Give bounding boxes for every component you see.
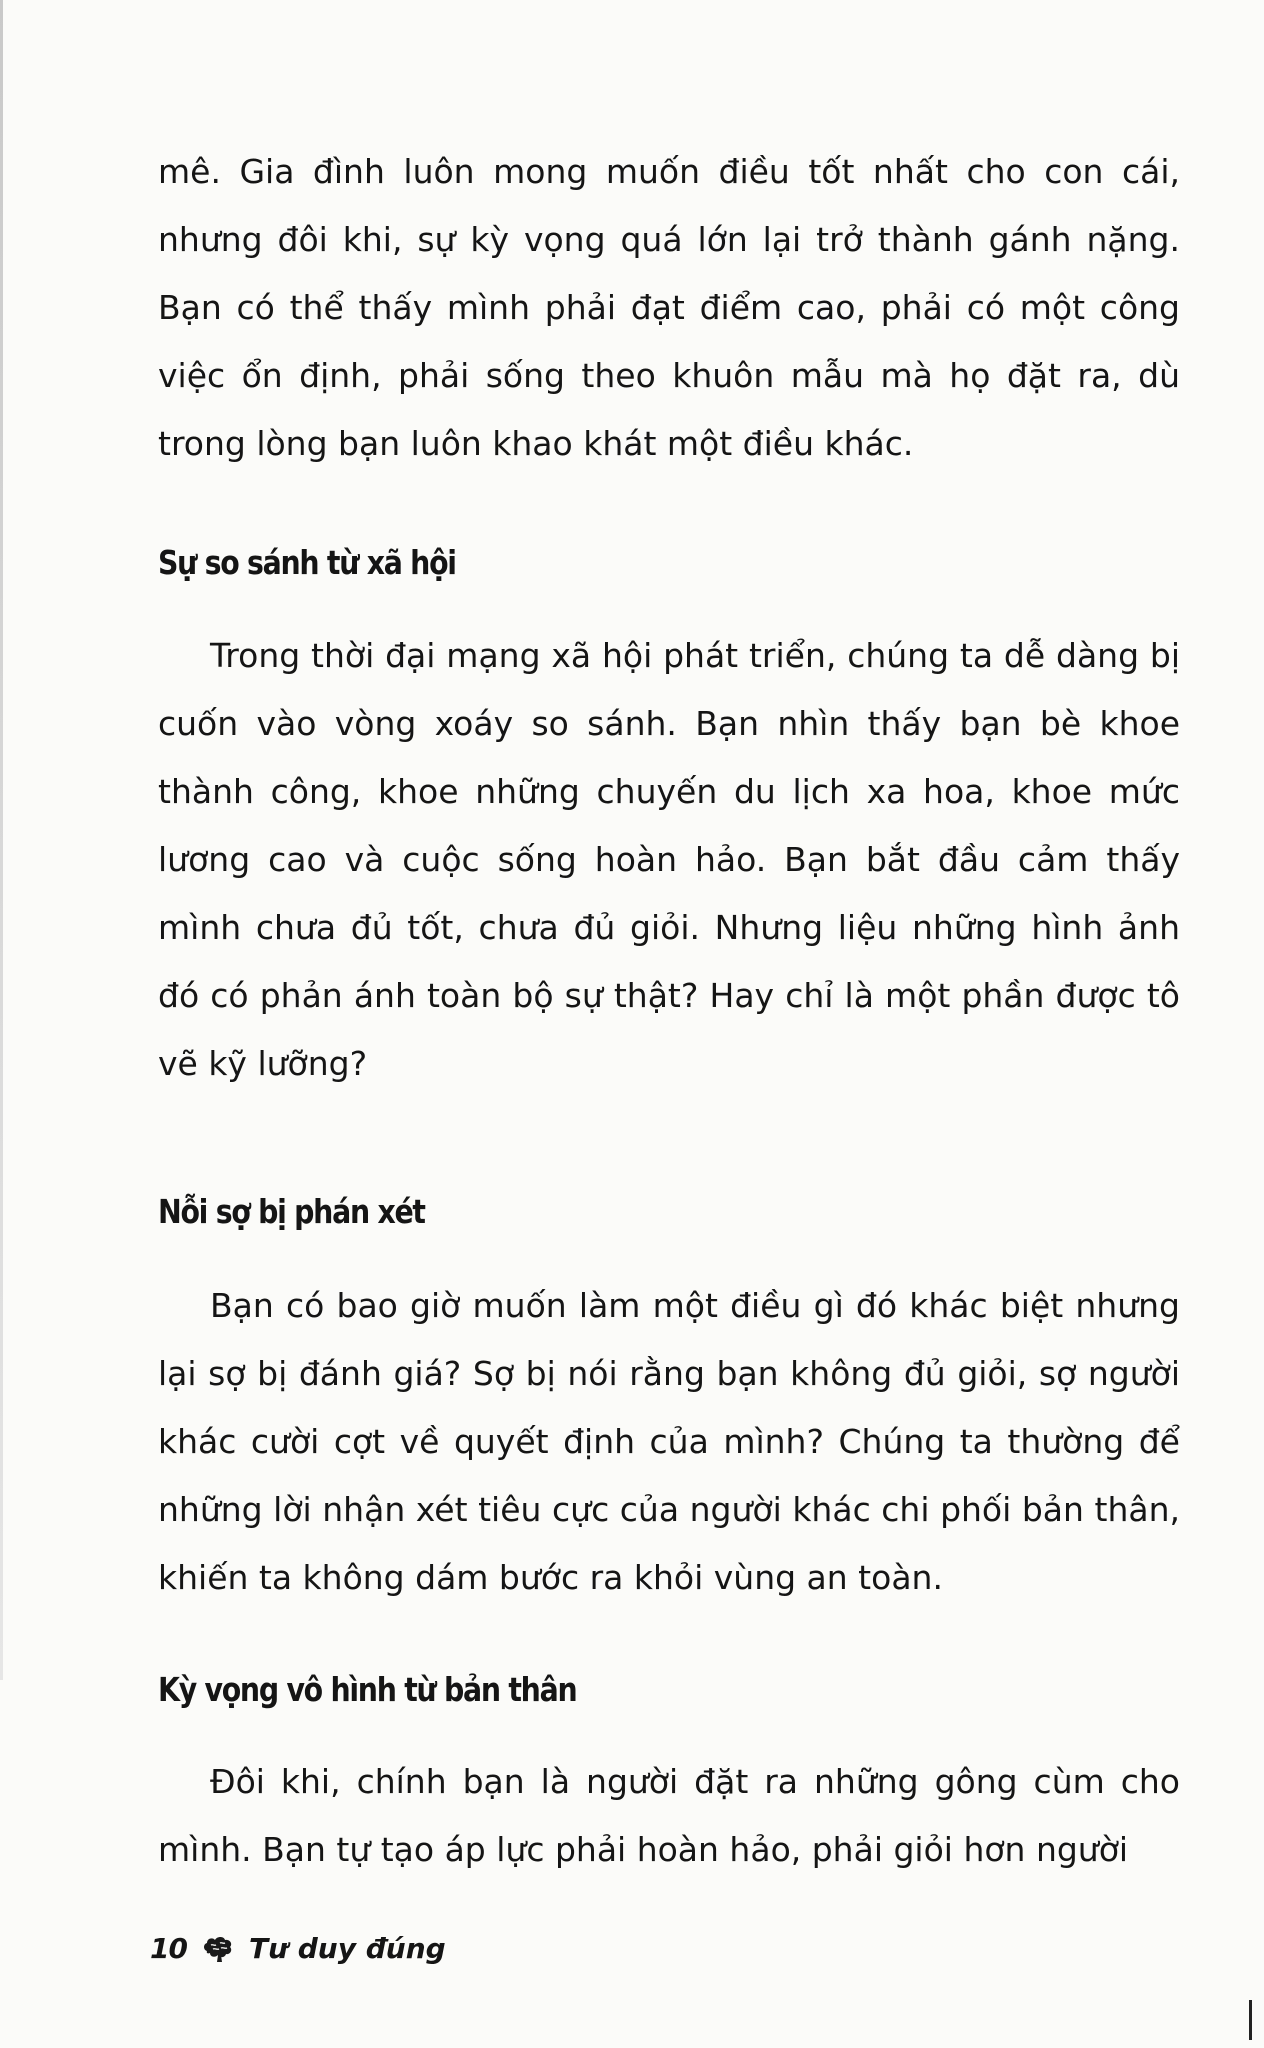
page-edge bbox=[0, 0, 3, 1680]
brain-icon bbox=[201, 1935, 235, 1963]
paragraph: Bạn có bao giờ muốn làm một điều gì đó khác biệt nhưng lại sợ bị đánh giá? Sợ bị nói rằng bạn không đủ giỏi, sợ người khác cười cợt về quyết định của mình? Chúng ta thường để những lời nhận xét tiêu cực của người khác chi phối bản thân, khiến ta không dám bước ra khỏi vùng an toàn. bbox=[158, 1286, 1180, 1597]
section-heading: Kỳ vọng vô hình từ bản thân bbox=[158, 1670, 577, 1709]
paragraph: Đôi khi, chính bạn là người đặt ra những gông cùm cho mình. Bạn tự tạo áp lực phải hoàn hảo, phải giỏi hơn người bbox=[158, 1762, 1180, 1869]
page-footer bbox=[150, 1932, 446, 1965]
paragraph: mê. Gia đình luôn mong muốn điều tốt nhất cho con cái, nhưng đôi khi, sự kỳ vọng quá lớn lại trở thành gánh nặng. Bạn có thể thấy mình phải đạt điểm cao, phải có một công việc ổn định, phải sống theo khuôn mẫu mà họ đặt ra, dù trong lòng bạn luôn khao khát một điều khác. bbox=[158, 152, 1180, 463]
paragraph: Trong thời đại mạng xã hội phát triển, chúng ta dễ dàng bị cuốn vào vòng xoáy so sánh. Bạn nhìn thấy bạn bè khoe thành công, khoe những chuyến du lịch xa hoa, khoe mức lương cao và cuộc sống hoàn hảo. Bạn bắt đầu cảm thấy mình chưa đủ tốt, chưa đủ giỏi. Nhưng liệu những hình ảnh đó có phản ánh toàn bộ sự thật? Hay chỉ là một phần được tô vẽ kỹ lưỡng? bbox=[158, 636, 1180, 1083]
page-edge-mark bbox=[1249, 2000, 1252, 2040]
section-heading: Sự so sánh từ xã hội bbox=[158, 543, 456, 582]
page-number: 10 bbox=[150, 1932, 187, 1965]
section-heading: Nỗi sợ bị phán xét bbox=[158, 1192, 425, 1231]
book-title: Tư duy đúng bbox=[248, 1932, 446, 1965]
